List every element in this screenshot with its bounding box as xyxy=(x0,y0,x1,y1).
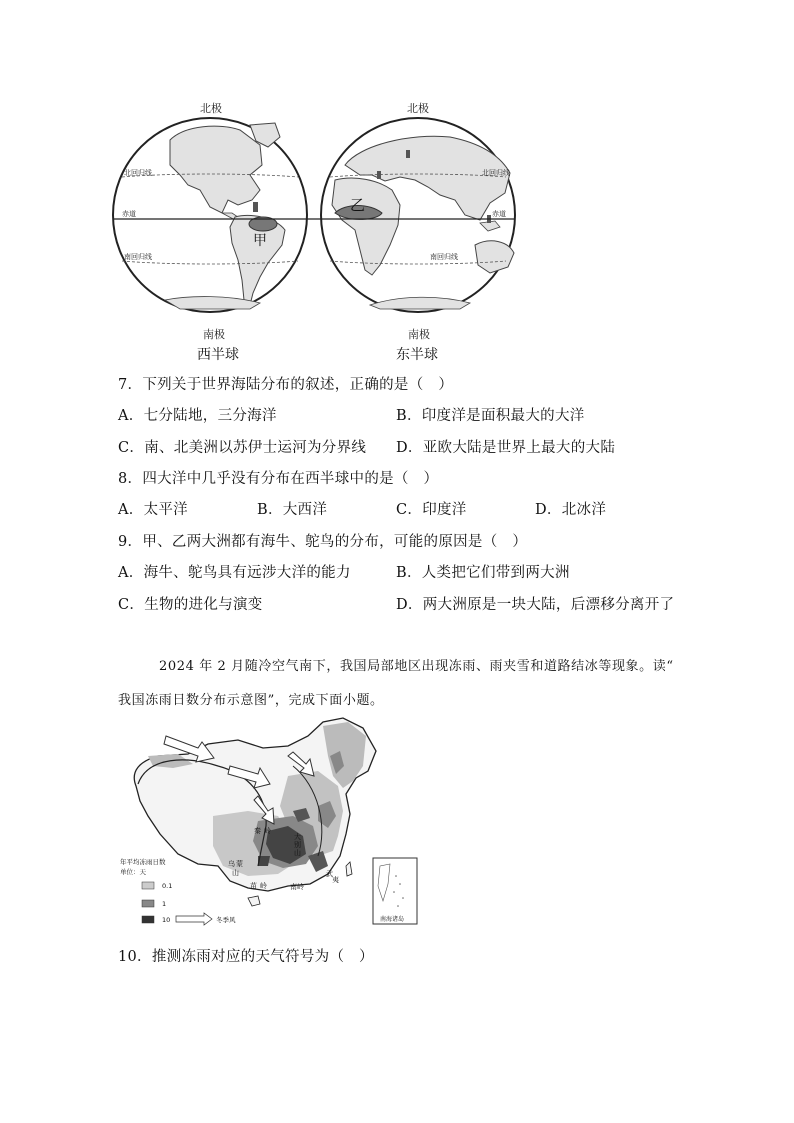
question-8-option-c[interactable]: C．印度洋 xyxy=(396,502,467,518)
label-nanling: 南岭 xyxy=(290,883,304,891)
east-marker-label: 乙 xyxy=(350,196,366,214)
eastern-hemisphere xyxy=(321,118,515,312)
question-10-stem: 10．推测冻雨对应的天气符号为（ ） xyxy=(118,949,374,965)
label-qin: 秦 xyxy=(254,827,261,835)
hemisphere-maps xyxy=(110,95,530,370)
legend-item-0: 0.1 xyxy=(162,882,173,890)
west-tropic-south-label: 南回归线 xyxy=(124,253,152,261)
west-tropic-north-label: 北回归线 xyxy=(124,169,152,177)
label-wuyi-1: 武 xyxy=(326,870,333,878)
east-south-pole-label: 南极 xyxy=(408,328,430,341)
question-9-option-a[interactable]: A．海牛、鸵鸟具有远涉大洋的能力 xyxy=(118,565,351,581)
china-freezing-rain-map xyxy=(118,716,420,928)
question-7-option-b[interactable]: B．印度洋是面积最大的大洋 xyxy=(396,408,585,424)
question-8-option-b[interactable]: B．大西洋 xyxy=(257,502,328,518)
label-wumeng-3: 山 xyxy=(232,869,239,877)
question-7-option-c[interactable]: C．南、北美洲以苏伊士运河为分界线 xyxy=(118,440,367,456)
east-hemisphere-caption: 东半球 xyxy=(396,347,438,363)
legend-title: 年平均冻雨日数 xyxy=(120,858,166,866)
question-9-option-d[interactable]: D．两大洲原是一块大陆，后漂移分离开了 xyxy=(396,597,675,613)
question-9-option-c[interactable]: C．生物的进化与演变 xyxy=(118,597,263,613)
legend-arrow-label: 冬季风 xyxy=(216,916,236,924)
question-7-option-d[interactable]: D．亚欧大陆是世界上最大的大陆 xyxy=(396,440,616,456)
west-hemisphere-caption: 西半球 xyxy=(197,347,239,363)
label-dabie-1: 大 xyxy=(294,833,301,841)
inset-label: 南海诸岛 xyxy=(380,916,405,923)
label-wumeng-1: 乌 xyxy=(228,860,235,868)
passage-line-2: 我国冻雨日数分布示意图”，完成下面小题。 xyxy=(118,693,384,708)
question-7-stem: 7．下列关于世界海陆分布的叙述，正确的是（ ） xyxy=(118,377,454,393)
legend-arrow-icon xyxy=(176,913,212,925)
west-marker-label: 甲 xyxy=(253,233,267,249)
east-tropic-south-label: 南回归线 xyxy=(430,253,458,261)
west-north-pole-label: 北极 xyxy=(200,102,222,115)
question-9-stem: 9．甲、乙两大洲都有海牛、鸵鸟的分布，可能的原因是（ ） xyxy=(118,534,528,550)
label-dabie-3: 山 xyxy=(294,849,301,857)
passage-line-1: 2024 年 2 月随冷空气南下，我国局部地区出现冻雨、雨夹雪和道路结冰等现象。读“ xyxy=(159,659,674,674)
question-8-stem: 8．四大洋中几乎没有分布在西半球中的是（ ） xyxy=(118,471,439,487)
label-ling2: 岭 xyxy=(260,882,267,890)
western-hemisphere xyxy=(113,118,307,312)
east-north-pole-label: 北极 xyxy=(407,102,429,115)
question-8-option-d[interactable]: D．北冰洋 xyxy=(535,502,607,518)
legend-unit: 单位：天 xyxy=(120,868,146,876)
label-wumeng-2: 蒙 xyxy=(236,860,243,868)
label-ling: 岭 xyxy=(264,827,271,835)
legend-item-2: 10 xyxy=(162,916,171,924)
east-equator-label: 赤道 xyxy=(492,210,506,218)
question-8-option-a[interactable]: A．太平洋 xyxy=(118,502,188,518)
label-dabie-2: 别 xyxy=(294,841,301,849)
west-south-pole-label: 南极 xyxy=(203,328,225,341)
label-wuyi-2: 夷 xyxy=(332,876,339,884)
question-9-option-b[interactable]: B．人类把它们带到两大洲 xyxy=(396,565,570,581)
legend-item-1: 1 xyxy=(162,900,167,908)
east-tropic-north-label: 北回归线 xyxy=(482,169,510,177)
label-miao: 苗 xyxy=(250,882,257,890)
question-7-option-a[interactable]: A．七分陆地，三分海洋 xyxy=(118,408,277,424)
west-equator-label: 赤道 xyxy=(122,210,136,218)
